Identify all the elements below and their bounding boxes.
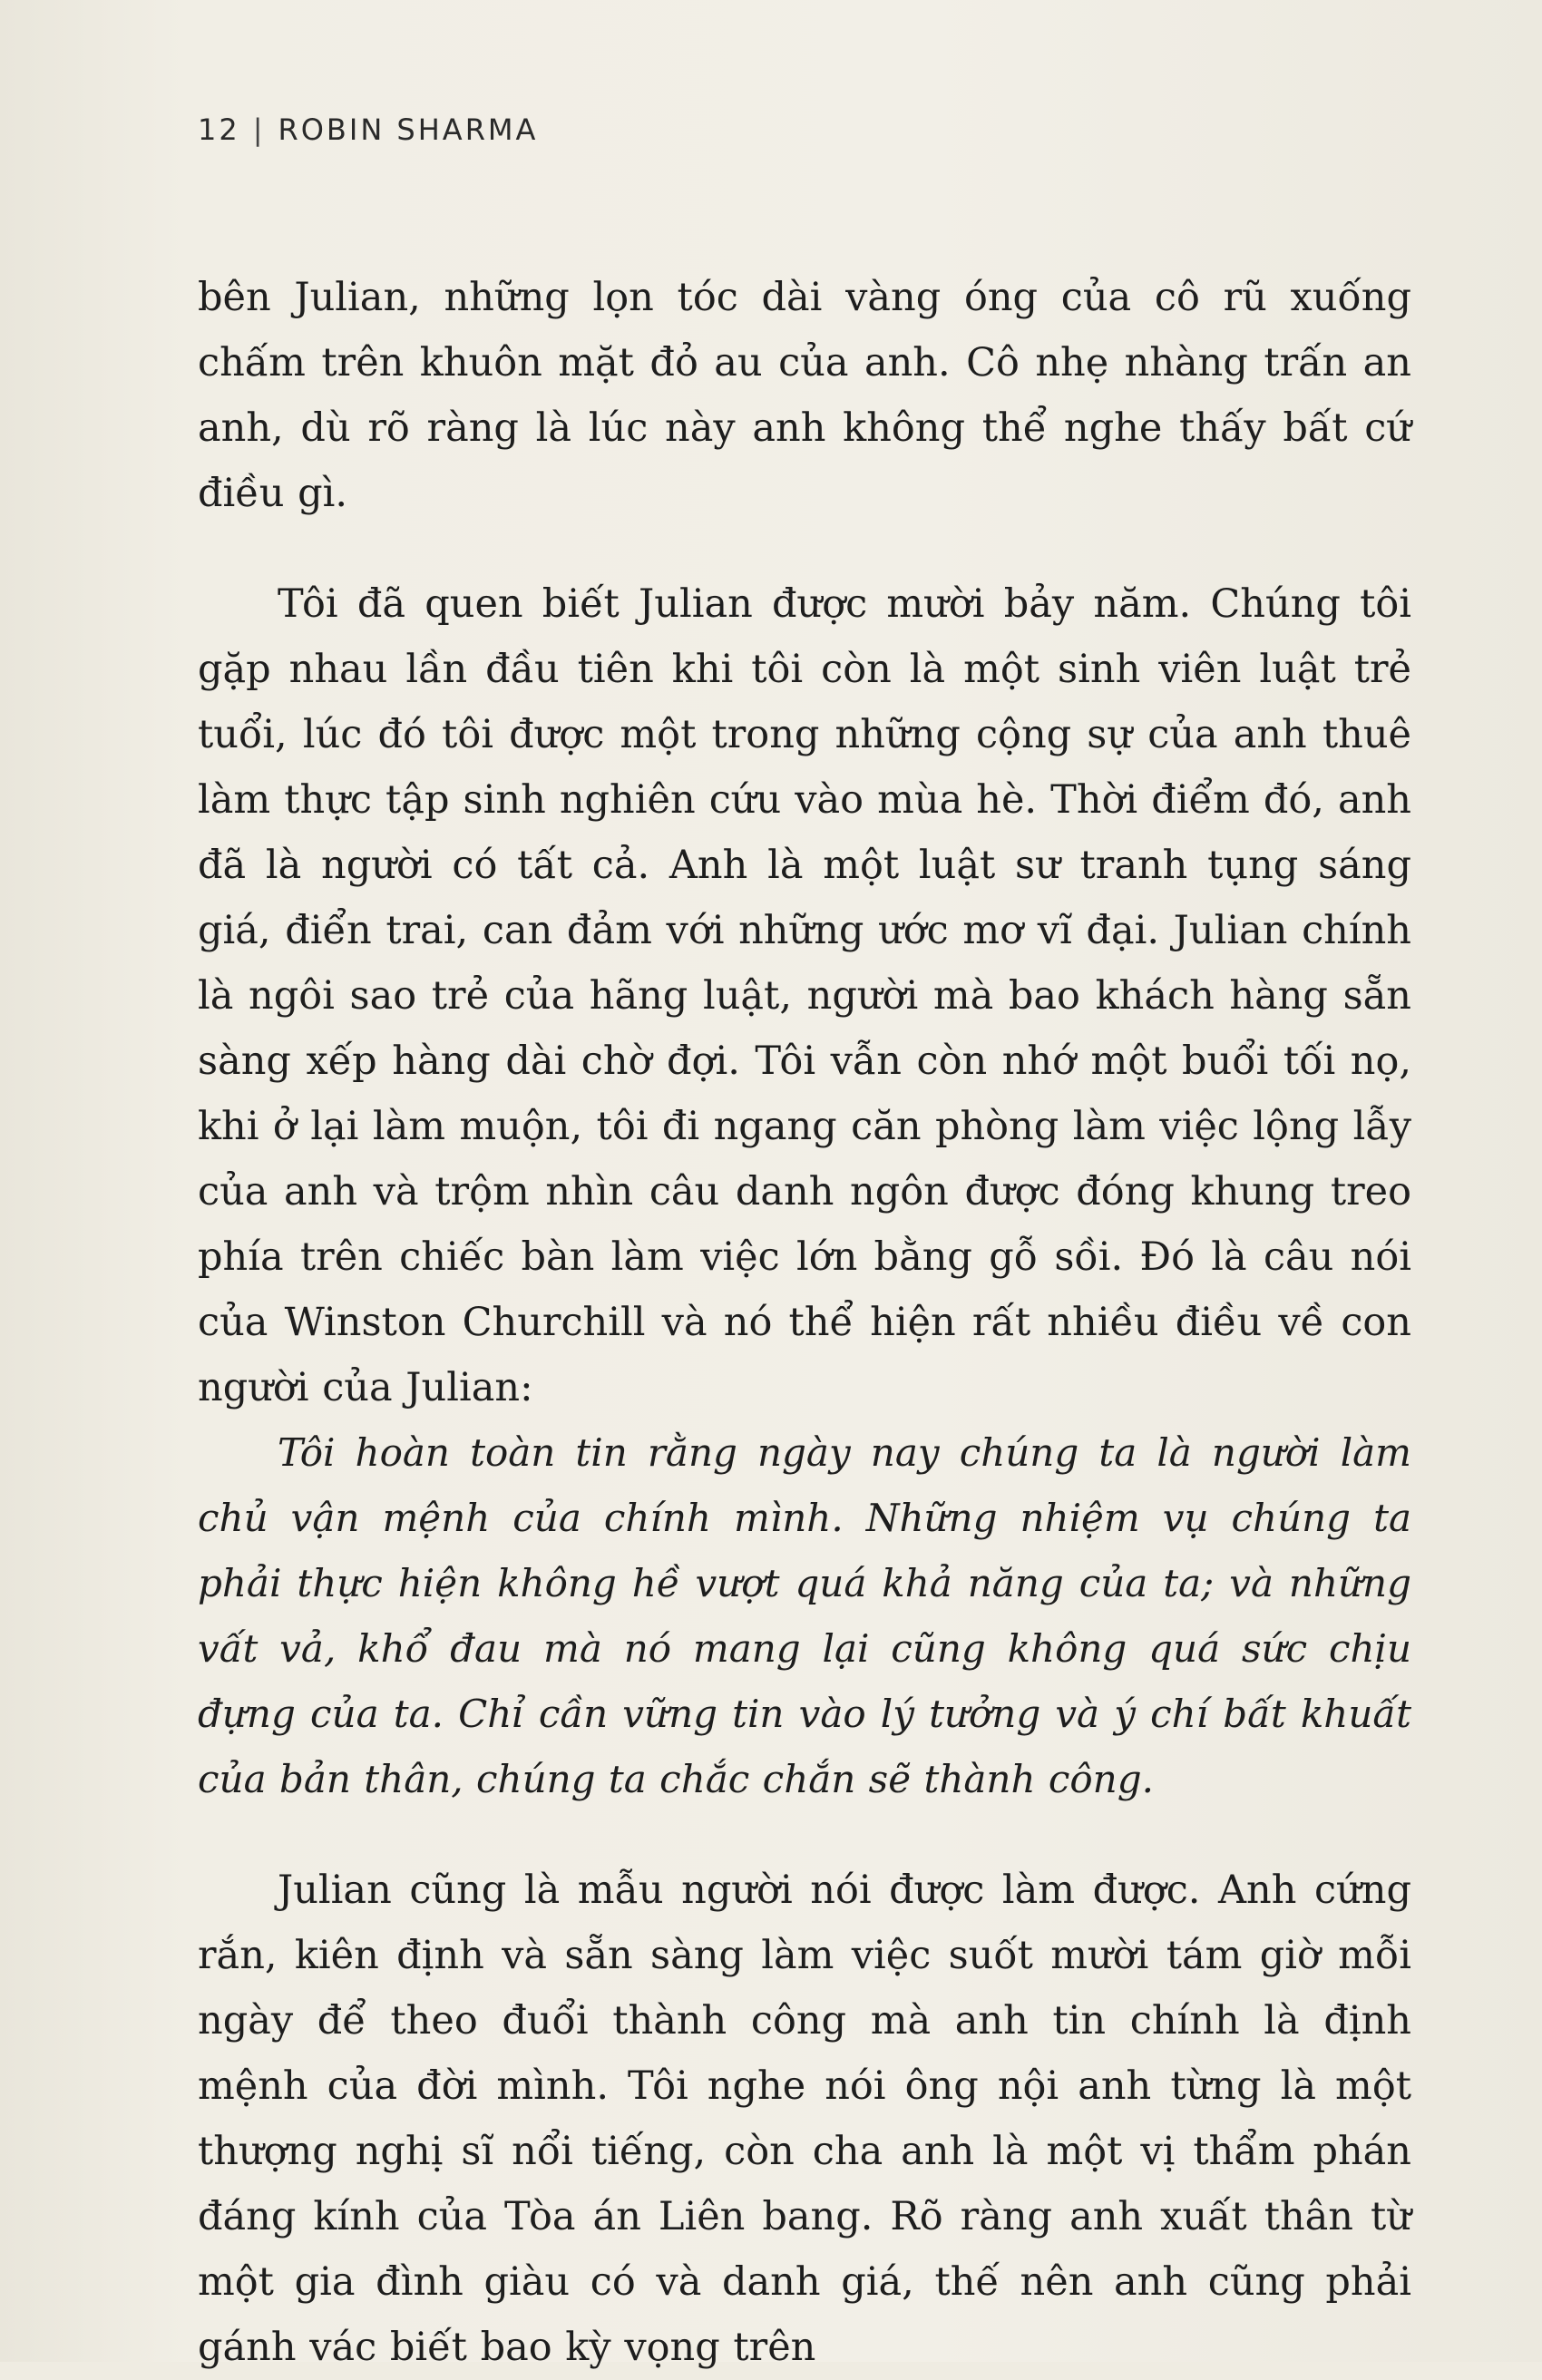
- author-name: ROBIN SHARMA: [278, 112, 539, 147]
- page-number: 12: [198, 112, 240, 147]
- body-text: [198, 265, 1411, 2380]
- running-header: [198, 112, 538, 147]
- header-separator: |: [252, 112, 266, 147]
- churchill-quote: Tôi hoàn toàn tin rằng ngày nay chúng ta là người làm chủ vận mệnh của chính mình. Những nhiệm vụ chúng ta phải thực hiện không hề vượt quá khả năng của ta; và những vất vả, khổ đau mà nó mang lại cũng không quá sức chịu đựng của ta. Chỉ cần vững tin vào lý tưởng và ý chí bất khuất của bản thân, chúng ta chắc chắn sẽ thành công.: [198, 1430, 1411, 1801]
- paragraph-meeting-julian: Tôi đã quen biết Julian được mười bảy năm. Chúng tôi gặp nhau lần đầu tiên khi tôi còn là một sinh viên luật trẻ tuổi, lúc đó tôi được một trong những cộng sự của anh thuê làm thực tập sinh nghiên cứu vào mùa hè. Thời điểm đó, anh đã là người có tất cả. Anh là một luật sư tranh tụng sáng giá, điển trai, can đảm với những ước mơ vĩ đại. Julian chính là ngôi sao trẻ của hãng luật, người mà bao khách hàng sẵn sàng xếp hàng dài chờ đợi. Tôi vẫn còn nhớ một buổi tối nọ, khi ở lại làm muộn, tôi đi ngang căn phòng làm việc lộng lẫy của anh và trộm nhìn câu danh ngôn được đóng khung treo phía trên chiếc bàn làm việc lớn bằng gỗ sồi. Đó là câu nói của Winston Churchill và nó thể hiện rất nhiều điều về con người của Julian:: [198, 581, 1411, 1410]
- paragraph-continuation: bên Julian, những lọn tóc dài vàng óng của cô rũ xuống chấm trên khuôn mặt đỏ au của anh. Cô nhẹ nhàng trấn an anh, dù rõ ràng là lúc này anh không thể nghe thấy bất cứ điều gì.: [198, 275, 1411, 516]
- paragraph-julian-character: Julian cũng là mẫu người nói được làm được. Anh cứng rắn, kiên định và sẵn sàng làm việc suốt mười tám giờ mỗi ngày để theo đuổi thành công mà anh tin chính là định mệnh của đời mình. Tôi nghe nói ông nội anh từng là một thượng nghị sĩ nổi tiếng, còn cha anh là một vị thẩm phán đáng kính của Tòa án Liên bang. Rõ ràng anh xuất thân từ một gia đình giàu có và danh giá, thế nên anh cũng phải gánh vác biết bao kỳ vọng trên: [198, 1868, 1411, 2370]
